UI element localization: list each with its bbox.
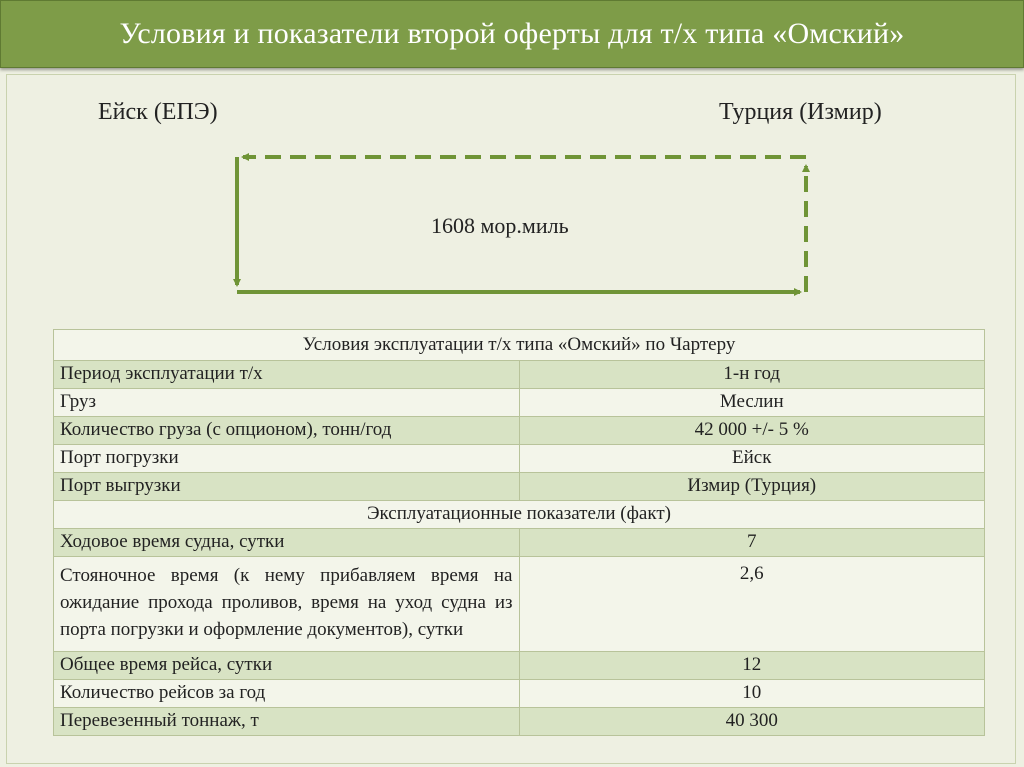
table-row: [54, 389, 985, 417]
row-label: Количество груза (с опционом), тонн/год: [54, 417, 520, 445]
row-label: Порт погрузки: [54, 445, 520, 473]
row-label: Стояночное время (к нему прибавляем время на ожидание прохода проливов, время на уход судна из порта погрузки и оформление документов), сутки: [54, 557, 520, 652]
row-label: Перевезенный тоннаж, т: [54, 708, 520, 736]
row-value: 42 000 +/- 5 %: [519, 417, 985, 445]
table-row: [54, 445, 985, 473]
row-value: Меслин: [519, 389, 985, 417]
route-distance: 1608 мор.миль: [431, 213, 569, 238]
row-label: Груз: [54, 389, 520, 417]
section-title: Эксплуатационные показатели (факт): [54, 501, 985, 529]
table-row: [54, 361, 985, 389]
table-title-row: [54, 330, 985, 361]
table-row: [54, 557, 985, 652]
table-row: [54, 680, 985, 708]
row-value: 40 300: [519, 708, 985, 736]
row-value: 12: [519, 652, 985, 680]
table-section-row: [54, 501, 985, 529]
route-diagram: [0, 0, 1024, 330]
charter-table: [53, 329, 985, 736]
row-value: Ейск: [519, 445, 985, 473]
row-value: 1-н год: [519, 361, 985, 389]
row-value: 10: [519, 680, 985, 708]
row-label: Общее время рейса, сутки: [54, 652, 520, 680]
row-label: Период эксплуатации т/х: [54, 361, 520, 389]
slide-title: Условия и показатели второй оферты для т/х типа «Омский»: [119, 17, 905, 50]
row-label: Количество рейсов за год: [54, 680, 520, 708]
table-row: [54, 652, 985, 680]
row-label: Ходовое время судна, сутки: [54, 529, 520, 557]
route-destination: Турция (Измир): [719, 99, 882, 125]
table-row: [54, 417, 985, 445]
table-row: [54, 473, 985, 501]
row-value: Измир (Турция): [519, 473, 985, 501]
table-row: [54, 529, 985, 557]
route-origin: Ейск (ЕПЭ): [98, 99, 218, 125]
table-row: [54, 708, 985, 736]
row-value: 7: [519, 529, 985, 557]
row-value: 2,6: [519, 557, 985, 652]
row-label: Порт выгрузки: [54, 473, 520, 501]
table-title: Условия эксплуатации т/х типа «Омский» по Чартеру: [54, 330, 985, 361]
